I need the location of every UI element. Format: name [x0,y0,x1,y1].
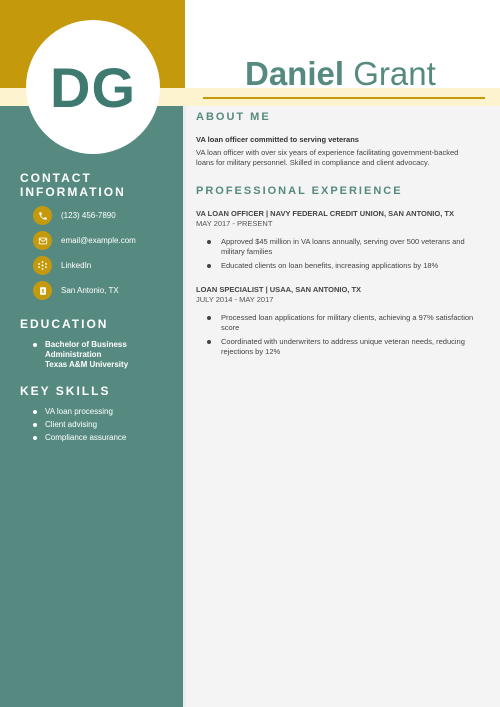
job-bullet: Educated clients on loan benefits, increasing applications by 18% [207,261,479,271]
sidebar-edge [183,106,186,707]
contact-phone [33,206,116,225]
skill-item: Client advising [33,420,126,430]
job-bullet: Processed loan applications for military clients, achieving a 97% satisfaction score [207,313,479,333]
about-heading: ABOUT ME [196,111,271,123]
monogram-circle [26,20,160,154]
location-text: San Antonio, TX [61,286,119,295]
linkedin-text[interactable]: LinkedIn [61,261,92,270]
skills-list [33,407,126,443]
name-underline [203,97,485,99]
address-book-icon [33,281,52,300]
job-bullets [207,237,479,275]
education-heading: EDUCATION [20,317,109,331]
job-title: VA LOAN OFFICER | NAVY FEDERAL CREDIT UNION, SAN ANTONIO, TX [196,209,454,218]
email-icon [33,231,52,250]
skill-item: VA loan processing [33,407,126,417]
skills-heading: KEY SKILLS [20,384,111,398]
summary-text: VA loan officer with over six years of experience facilitating government-backed loans for military personnel. Skilled in compliance and client advocacy. [196,148,459,167]
job-bullet: Approved $45 million in VA loans annually, serving over 500 veterans and military families [207,237,479,257]
linkedin-icon [33,256,52,275]
contact-linkedin[interactable] [33,256,91,275]
email-text[interactable]: email@example.com [61,236,136,245]
candidate-name [245,55,436,93]
contact-heading: CONTACT INFORMATION [20,171,126,199]
first-name: Daniel [245,55,345,92]
summary-title: VA loan officer committed to serving veterans [196,135,359,144]
job-dates: JULY 2014 - MAY 2017 [196,295,274,304]
job-dates: MAY 2017 - PRESENT [196,219,273,228]
contact-location [33,281,119,300]
phone-icon [33,206,52,225]
monogram-initials: DG [50,55,136,119]
contact-email[interactable] [33,231,136,250]
phone-text: (123) 456-7890 [61,211,116,220]
skill-item: Compliance assurance [33,433,126,443]
job-title: LOAN SPECIALIST | USAA, SAN ANTONIO, TX [196,285,362,294]
job-bullet: Coordinated with underwriters to address unique veteran needs, reducing rejections by 12% [207,337,479,357]
last-name: Grant [353,55,436,92]
education-list [33,340,128,370]
education-item: Bachelor of Business Administration Texas A&M University [33,340,128,370]
job-bullets [207,313,479,361]
experience-heading: PROFESSIONAL EXPERIENCE [196,185,403,197]
